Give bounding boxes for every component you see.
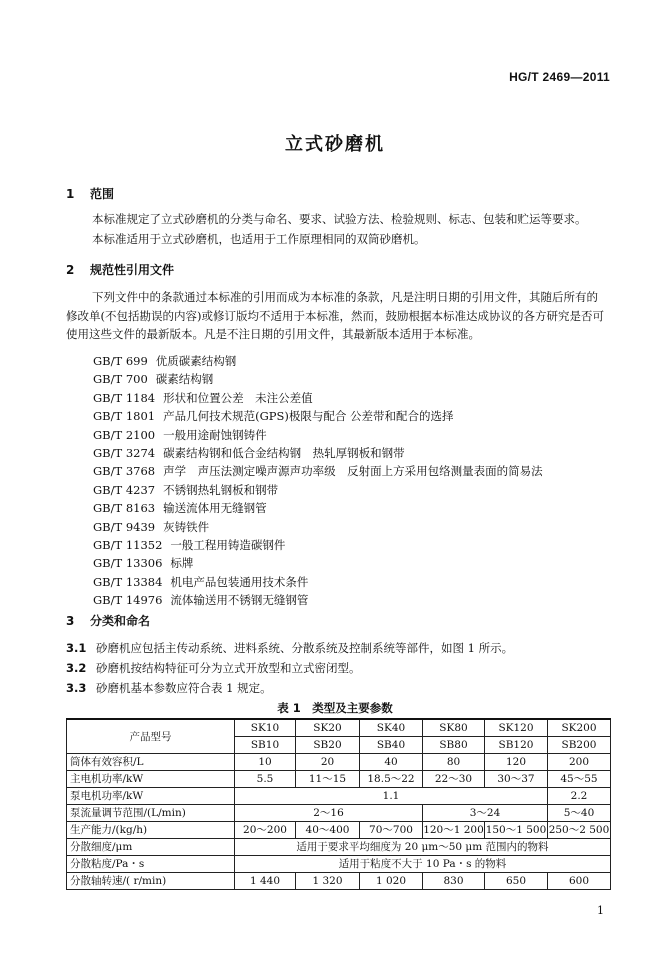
clause-3-3: 3.3 砂磨机基本参数应符合表 1 规定。 — [66, 681, 272, 695]
section-heading-classification — [66, 612, 150, 629]
table-cell: 70～700 — [360, 822, 423, 839]
section-number: 1 — [66, 187, 75, 201]
standard-code: HG/T 2469—2011 — [509, 70, 610, 84]
scope-paragraph-1: 本标准规定了立式砂磨机的分类与命名、要求、试验方法、检验规则、标志、包装和贮运等要求。 — [92, 212, 587, 226]
reference-item: GB/T 13384 机电产品包装通用技术条件 — [93, 574, 309, 589]
table-cell: 80 — [423, 754, 485, 771]
row-label: 分散细度/μm — [67, 839, 235, 856]
table-cell: 2.2 — [548, 788, 611, 805]
table-cell: 120～1 200 — [423, 822, 485, 839]
reference-item: GB/T 14976 流体输送用不锈钢无缝钢管 — [93, 593, 309, 608]
table-row — [67, 839, 611, 856]
table-cell-merged: 1.1 — [235, 788, 548, 805]
reference-item: GB/T 1184 形状和位置公差 未注公差值 — [93, 390, 313, 405]
refs-intro-paragraph: 下列文件中的条款通过本标准的引用而成为本标准的条款，凡是注明日期的引用文件，其随后所有的修改单(不包括勘误的内容)或修订版均不适用于本标准，然而，鼓励根据本标准达成协议的各方研究是否可使用这些文件的最新版本。凡是不注日期的引用文件，其最新版本适用于本标准。 — [66, 290, 604, 341]
clause-3-1: 3.1 砂磨机应包括主传动系统、进料系统、分散系统及控制系统等部件，如图 1 所示。 — [66, 641, 514, 655]
section-number: 3 — [66, 614, 75, 628]
section-heading-refs — [66, 261, 174, 278]
table-cell: 30～37 — [485, 771, 548, 788]
reference-item: GB/T 13306 标牌 — [93, 556, 194, 571]
section-number: 2 — [66, 263, 75, 277]
table-row — [67, 771, 611, 788]
section-heading-scope — [66, 185, 114, 202]
table-cell: 600 — [548, 873, 611, 890]
clause-3-2: 3.2 砂磨机按结构特征可分为立式开放型和立式密闭型。 — [66, 661, 361, 675]
table-cell: 5.5 — [235, 771, 296, 788]
table-row — [67, 788, 611, 805]
table-row — [67, 805, 611, 822]
reference-list — [93, 352, 543, 609]
table-cell-merged: 适用于要求平均细度为 20 μm～50 μm 范围内的物料 — [235, 839, 611, 856]
model-cell: SK200 — [548, 719, 611, 737]
reference-item: GB/T 4237 不锈钢热轧钢板和钢带 — [93, 482, 279, 497]
reference-item: GB/T 8163 输送流体用无缝钢管 — [93, 501, 267, 516]
page-title: 立式砂磨机 — [285, 134, 385, 155]
table-cell: 40 — [360, 754, 423, 771]
reference-item: GB/T 9439 灰铸铁件 — [93, 519, 210, 534]
model-cell: SB200 — [548, 737, 611, 754]
model-cell: SK80 — [423, 719, 485, 737]
row-label: 分散轴转速/( r/min) — [67, 873, 235, 890]
table-caption: 表 1 类型及主要参数 — [277, 701, 393, 715]
row-label: 生产能力/(kg/h) — [67, 822, 235, 839]
row-label: 主电机功率/kW — [67, 771, 235, 788]
table-cell: 5～40 — [548, 805, 611, 822]
model-cell: SB120 — [485, 737, 548, 754]
model-cell: SB20 — [296, 737, 360, 754]
section-title: 分类和命名 — [90, 614, 151, 628]
row-label: 泵电机功率/kW — [67, 788, 235, 805]
scope-paragraph-2: 本标准适用于立式砂磨机，也适用于工作原理相同的双筒砂磨机。 — [92, 232, 426, 246]
table-cell: 10 — [235, 754, 296, 771]
table-cell: 22～30 — [423, 771, 485, 788]
reference-item: GB/T 699 优质碳素结构钢 — [93, 354, 237, 368]
table-cell: 200 — [548, 754, 611, 771]
table-row — [67, 822, 611, 839]
table-cell: 830 — [423, 873, 485, 890]
table-cell: 1 320 — [296, 873, 360, 890]
table-cell: 150～1 500 — [485, 822, 548, 839]
table-cell: 45～55 — [548, 771, 611, 788]
reference-item: GB/T 11352 一般工程用铸造碳钢件 — [93, 537, 286, 552]
model-cell: SB40 — [360, 737, 423, 754]
table-cell: 1 020 — [360, 873, 423, 890]
reference-item: GB/T 1801 产品几何技术规范(GPS)极限与配合 公差带和配合的选择 — [93, 409, 454, 424]
reference-item: GB/T 3274 碳素结构钢和低合金结构钢 热轧厚钢板和钢带 — [93, 445, 405, 460]
table-row — [67, 754, 611, 771]
table-cell: 20～200 — [235, 822, 296, 839]
model-cell: SK40 — [360, 719, 423, 737]
table-cell: 650 — [485, 873, 548, 890]
table-cell: 11～15 — [296, 771, 360, 788]
table-cell-merged: 3～24 — [423, 805, 548, 822]
reference-item: GB/T 700 碳素结构钢 — [93, 372, 214, 387]
table-cell: 1 440 — [235, 873, 296, 890]
page-number: 1 — [597, 904, 604, 917]
reference-item: GB/T 2100 一般用途耐蚀钢铸件 — [93, 427, 267, 442]
row-label: 分散粘度/Pa・s — [67, 856, 235, 873]
table-cell: 18.5～22 — [360, 771, 423, 788]
table-cell: 120 — [485, 754, 548, 771]
table-header-row — [67, 719, 611, 737]
model-cell: SK20 — [296, 719, 360, 737]
table-cell: 20 — [296, 754, 360, 771]
table-cell: 250～2 500 — [548, 822, 611, 839]
reference-item: GB/T 3768 声学 声压法测定噪声源声功率级 反射面上方采用包络测量表面的简易法 — [93, 464, 543, 479]
model-cell: SB10 — [235, 737, 296, 754]
section-title: 规范性引用文件 — [90, 263, 175, 277]
header-label-cell: 产品型号 — [67, 719, 235, 754]
table-cell-merged: 2～16 — [235, 805, 423, 822]
section-title: 范围 — [90, 187, 115, 201]
table-row — [67, 873, 611, 890]
table-cell-merged: 适用于粘度不大于 10 Pa・s 的物料 — [235, 856, 611, 873]
parameters-table — [66, 718, 611, 890]
model-cell: SK10 — [235, 719, 296, 737]
row-label: 筒体有效容积/L — [67, 754, 235, 771]
model-cell: SK120 — [485, 719, 548, 737]
table-cell: 40～400 — [296, 822, 360, 839]
row-label: 泵流量调节范围/(L/min) — [67, 805, 235, 822]
model-cell: SB80 — [423, 737, 485, 754]
table-row — [67, 856, 611, 873]
